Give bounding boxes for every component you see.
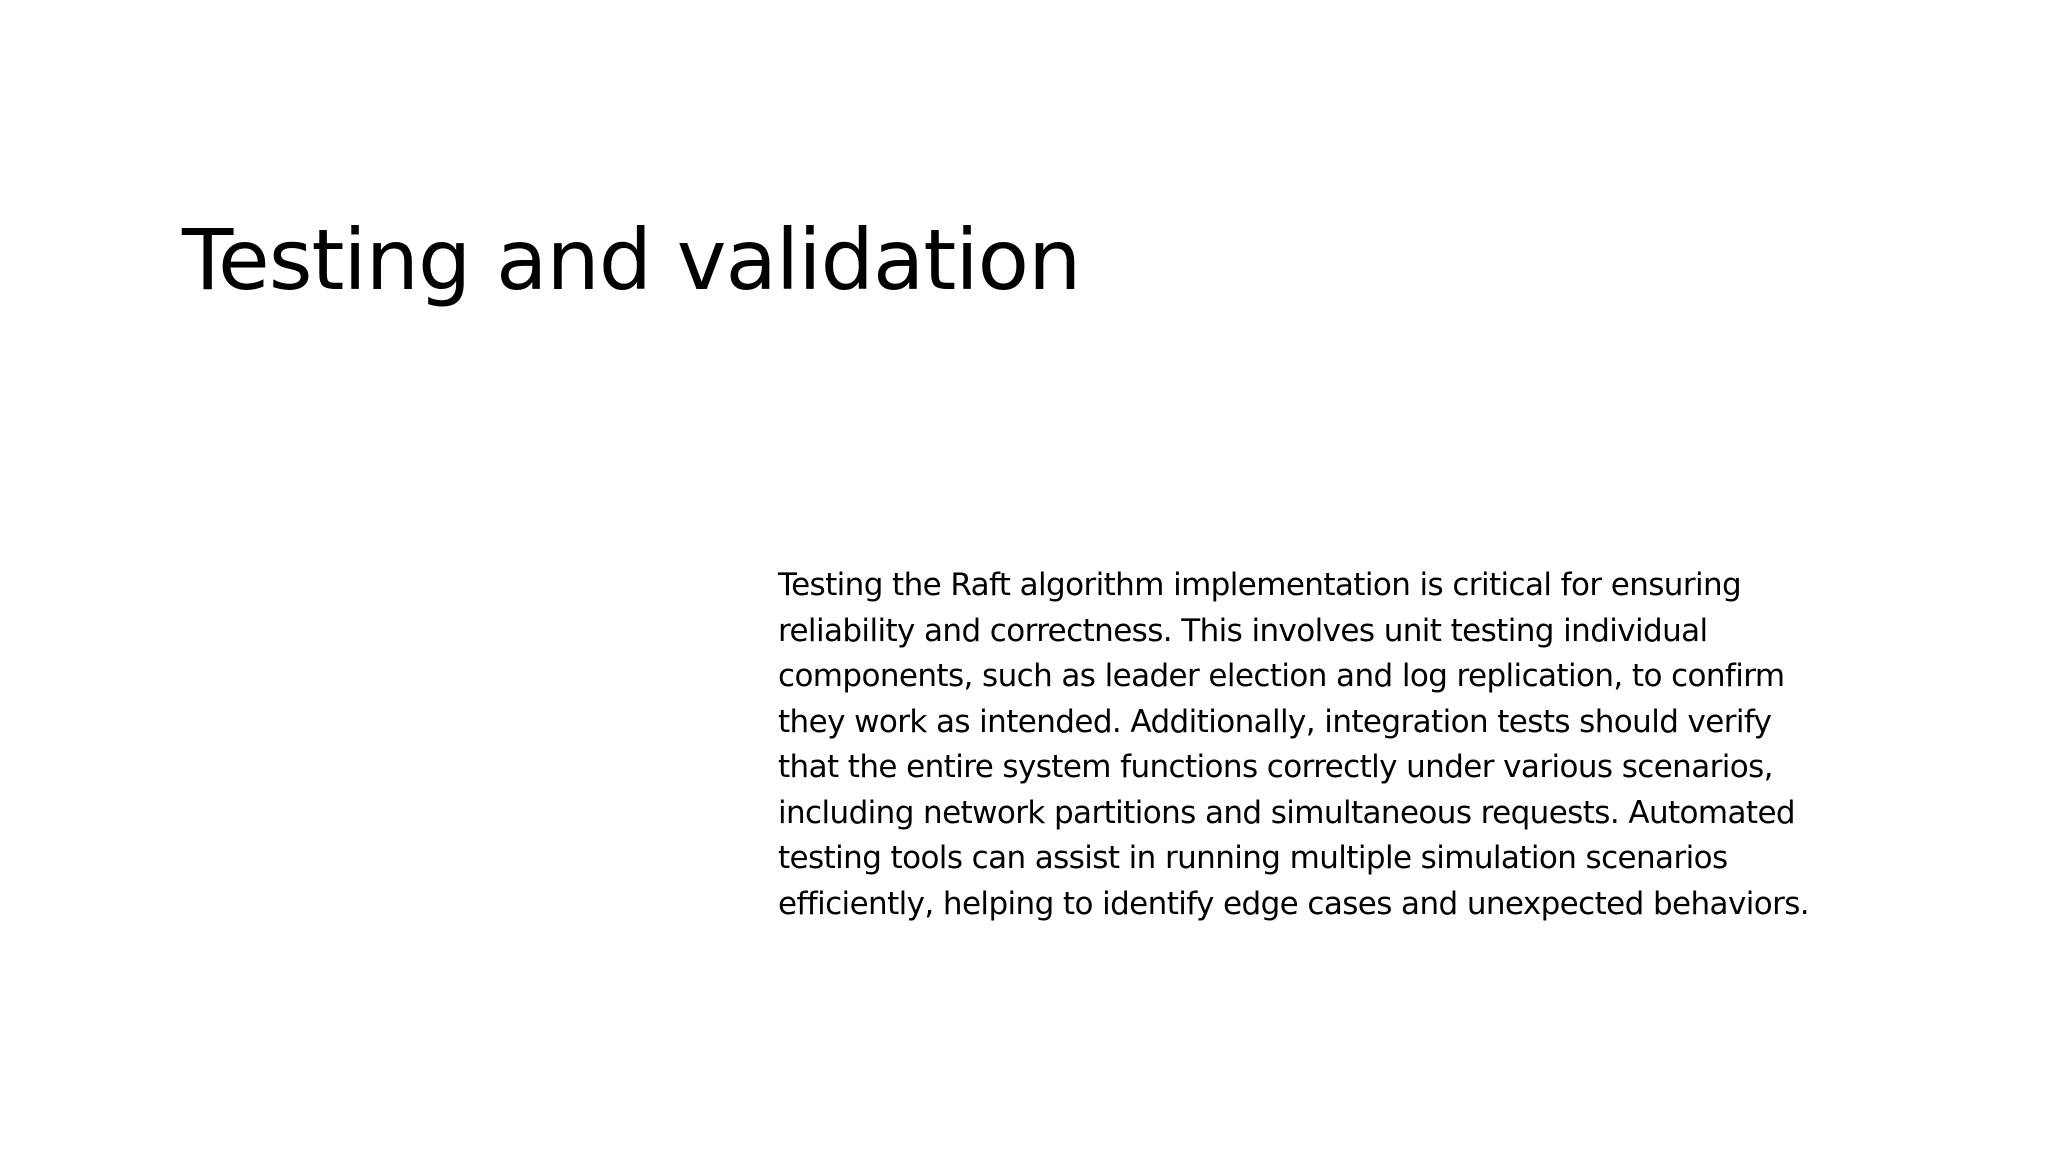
- body-line: components, such as leader election and log replication, to confirm: [778, 658, 1785, 694]
- body-line: they work as intended. Additionally, integration tests should verify: [778, 703, 1772, 740]
- slide-title: Testing and validation: [182, 211, 1081, 309]
- body-line: efficiently, helping to identify edge cases and unexpected behaviors.: [778, 885, 1810, 922]
- body-line: reliability and correctness. This involves unit testing individual: [778, 612, 1708, 649]
- body-line: that the entire system functions correctly under various scenarios,: [778, 749, 1773, 785]
- body-line: Testing the Raft algorithm implementation is critical for ensuring: [778, 567, 1742, 603]
- slide-body-text: [778, 563, 1888, 927]
- body-line: testing tools can assist in running multiple simulation scenarios: [778, 840, 1728, 876]
- body-line: including network partitions and simultaneous requests. Automated: [778, 794, 1796, 831]
